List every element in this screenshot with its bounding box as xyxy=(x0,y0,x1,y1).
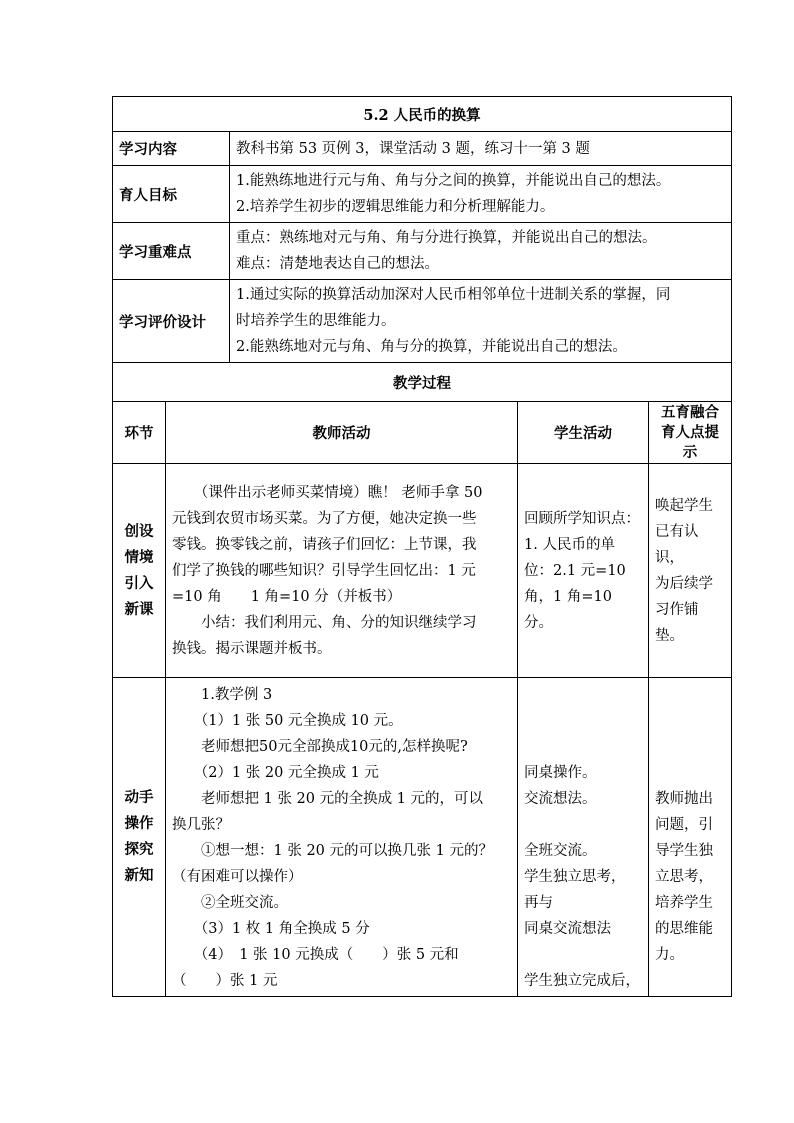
hint-line: 教师抛出 xyxy=(655,791,713,807)
student-line: 位：2.1 元=10 xyxy=(524,562,626,579)
student-line: 学生独立思考， xyxy=(524,869,626,885)
process-title-row xyxy=(113,363,732,402)
key-line: 重点：熟练地对元与角、角与分进行换算，并能说出自己的想法。 xyxy=(236,230,657,246)
col-hint-line: 五育融合 xyxy=(661,403,719,421)
student-line: 学生独立完成后， xyxy=(524,973,640,989)
teacher-line: （有困难可以操作） xyxy=(172,869,303,885)
stage-row-explore xyxy=(113,678,732,997)
goal-row xyxy=(113,166,732,223)
hint-line: 导学生独 xyxy=(655,843,713,859)
hint-line: 的思维能 xyxy=(655,921,713,937)
student-line xyxy=(524,708,642,734)
stage-char: 新课 xyxy=(124,600,154,618)
teacher-line: （1）1 张 50 元全换成 10 元。 xyxy=(172,713,403,729)
col-stage: 环节 xyxy=(113,402,166,464)
key-text xyxy=(230,223,732,280)
process-title: 教学过程 xyxy=(113,363,732,402)
student-activity xyxy=(518,678,649,997)
teacher-line: 换几张？ xyxy=(172,817,230,833)
hint-line xyxy=(655,708,725,734)
hint-line: 唤起学生 xyxy=(655,497,713,514)
eval-label: 学习评价设计 xyxy=(113,280,230,363)
stage-row-intro xyxy=(113,464,732,678)
teacher-line: （3）1 枚 1 角全换成 5 分 xyxy=(172,921,370,937)
key-label: 学习重难点 xyxy=(113,223,230,280)
content-label: 学习内容 xyxy=(113,132,230,166)
title-row xyxy=(113,97,732,132)
eval-line: 时培养学生的思维能力。 xyxy=(236,313,396,329)
teacher-activity xyxy=(166,464,518,678)
content-text: 教科书第 53 页例 3，课堂活动 3 题，练习十一第 3 题 xyxy=(230,132,732,166)
col-hint-line: 育人点提 xyxy=(661,423,719,441)
stage-char: 创设 xyxy=(124,522,154,540)
content-row xyxy=(113,132,732,166)
student-line: 回顾所学知识点： xyxy=(524,510,640,527)
teacher-line: 老师想把50元全部换成10元的,怎样换呢? xyxy=(172,739,468,755)
student-line: 同桌交流想法 xyxy=(524,921,611,937)
student-line xyxy=(524,734,642,760)
student-line: 交流想法。 xyxy=(524,791,597,807)
eval-row xyxy=(113,280,732,363)
stage-label xyxy=(113,678,166,997)
stage-char: 探究 xyxy=(124,841,154,858)
teacher-line: （2）1 张 20 元全换成 1 元 xyxy=(172,765,379,781)
goal-line: 2.培养学生初步的逻辑思维能力和分析理解能力。 xyxy=(236,199,555,215)
col-hint-line: 示 xyxy=(682,443,698,461)
col-hint xyxy=(649,402,732,464)
teacher-line: ①想一想：1 张 20 元的可以换几张 1 元的？ xyxy=(172,843,493,859)
col-teacher: 教师活动 xyxy=(166,402,518,464)
goal-line: 1.能熟练地进行元与角、角与分之间的换算，并能说出自己的想法。 xyxy=(236,173,671,189)
teacher-line: 1.教学例 3 xyxy=(172,687,273,703)
lesson-plan-table xyxy=(112,96,732,997)
student-line: 1. 人民币的单 xyxy=(524,536,615,553)
hint-line: 立思考， xyxy=(655,869,713,885)
stage-char: 新知 xyxy=(124,867,154,884)
hint-line: 为后续学 xyxy=(655,575,713,592)
teacher-line: ②全班交流。 xyxy=(172,895,288,911)
student-activity xyxy=(518,464,649,678)
hint-line: 培养学生 xyxy=(655,895,713,911)
goal-label: 育人目标 xyxy=(113,166,230,223)
teacher-line: 老师想把 1 张 20 元的全换成 1 元的，可以 xyxy=(172,791,484,807)
key-line: 难点：清楚地表达自己的想法。 xyxy=(236,256,439,272)
key-row xyxy=(113,223,732,280)
student-line: 角，1 角=10 xyxy=(524,588,612,605)
teacher-line: 换钱。揭示课题并板书。 xyxy=(172,640,332,657)
student-line: 分。 xyxy=(524,614,553,631)
student-line xyxy=(524,682,642,708)
stage-char: 动手 xyxy=(124,789,154,806)
teacher-line: 小结：我们利用元、角、分的知识继续学习 xyxy=(172,614,477,631)
teacher-line: =10 角 1 角=10 分（并板书） xyxy=(172,588,402,605)
hint-line xyxy=(655,760,725,786)
teacher-activity xyxy=(166,678,518,997)
student-line: 再与 xyxy=(524,895,553,911)
hint-line: 已有认识， xyxy=(655,523,699,566)
col-student: 学生活动 xyxy=(518,402,649,464)
hint-line xyxy=(655,734,725,760)
student-line: 同桌操作。 xyxy=(524,765,597,781)
teacher-line: 们学了换钱的哪些知识？引导学生回忆出：1 元 xyxy=(172,562,476,579)
teacher-line: （ ）张 1 元 xyxy=(172,973,278,989)
hint-line: 力。 xyxy=(655,947,684,963)
stage-label xyxy=(113,464,166,678)
teacher-line: 零钱。换零钱之前，请孩子们回忆：上节课，我 xyxy=(172,536,477,553)
student-line: 全班交流。 xyxy=(524,843,597,859)
lesson-title: 5.2 人民币的换算 xyxy=(113,97,732,132)
teacher-line: 元钱到农贸市场买菜。为了方便，她决定换一些 xyxy=(172,510,477,527)
column-header-row xyxy=(113,402,732,464)
goal-text xyxy=(230,166,732,223)
hint-line: 习作铺垫。 xyxy=(655,601,699,644)
eval-line: 2.能熟练地对元与角、角与分的换算，并能说出自己的想法。 xyxy=(236,339,627,355)
teacher-line: （4） 1 张 10 元换成（ ）张 5 元和 xyxy=(172,947,459,963)
stage-char: 情境 xyxy=(124,548,154,566)
student-line xyxy=(524,942,642,968)
stage-char: 引入 xyxy=(124,574,154,592)
stage-char: 操作 xyxy=(124,815,154,832)
teacher-line: （课件出示老师买菜情境）瞧！ 老师手拿 50 xyxy=(172,484,483,501)
eval-text xyxy=(230,280,732,363)
student-line xyxy=(524,812,642,838)
hint-activity xyxy=(649,678,732,997)
hint-line: 问题，引 xyxy=(655,817,713,833)
hint-activity xyxy=(649,464,732,678)
eval-line: 1.通过实际的换算活动加深对人民币相邻单位十进制关系的掌握，同 xyxy=(236,287,671,303)
